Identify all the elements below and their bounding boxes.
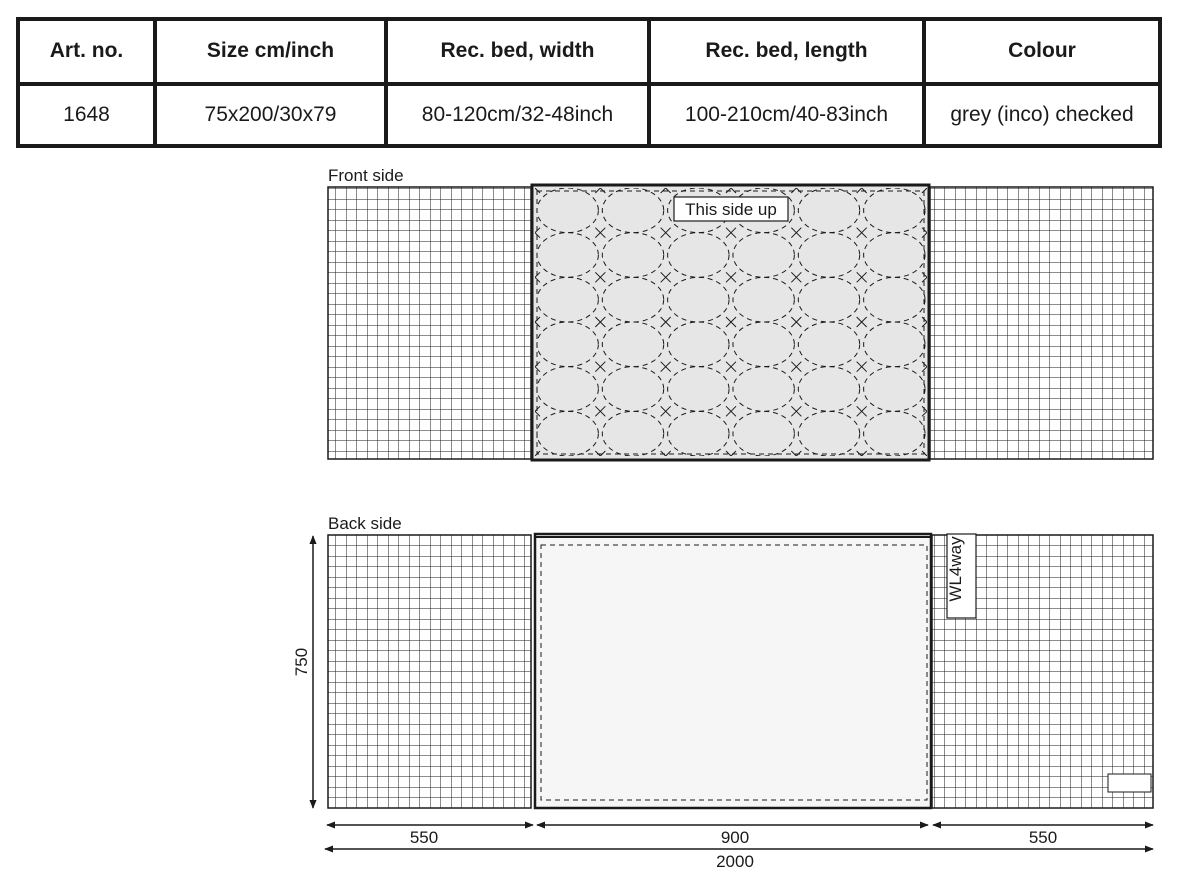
this-side-up-label: This side up [685, 200, 777, 219]
left-width-label: 550 [409, 828, 439, 847]
header-bed-width: Rec. bed, width [386, 19, 649, 84]
front-side-label: Front side [328, 166, 404, 185]
header-art-no: Art. no. [18, 19, 155, 84]
center-width-label: 900 [720, 828, 750, 847]
header-colour: Colour [924, 19, 1160, 84]
front-side-view [328, 166, 1153, 461]
front-left-panel [328, 187, 531, 459]
front-right-panel [930, 187, 1153, 459]
back-left-panel [328, 535, 531, 808]
back-side-view [328, 514, 1153, 808]
right-width-label: 550 [1028, 828, 1058, 847]
wl4way-label: WL4way [946, 536, 965, 602]
back-center-panel [535, 534, 931, 808]
height-dimension-label: 750 [292, 647, 311, 677]
total-width-label: 2000 [716, 852, 754, 871]
cell-colour: grey (inco) checked [924, 84, 1160, 146]
header-size: Size cm/inch [155, 19, 386, 84]
cell-bed-width: 80-120cm/32-48inch [386, 84, 649, 146]
cell-size: 75x200/30x79 [155, 84, 386, 146]
cell-bed-length: 100-210cm/40-83inch [649, 84, 924, 146]
cell-art-no: 1648 [18, 84, 155, 146]
back-side-label: Back side [328, 514, 402, 533]
header-bed-length: Rec. bed, length [649, 19, 924, 84]
care-label [1108, 774, 1151, 792]
